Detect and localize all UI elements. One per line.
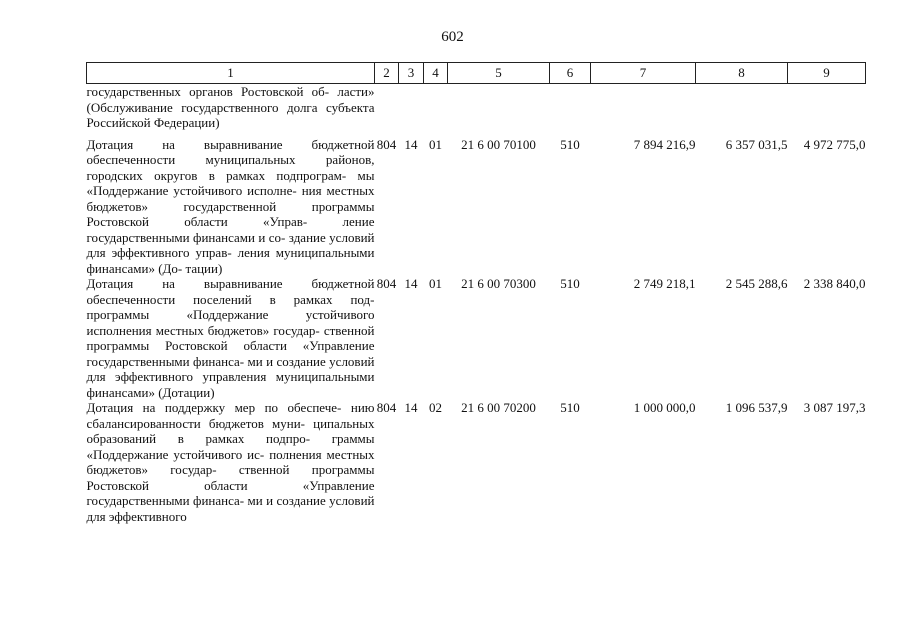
amount-year-2: 6 357 031,5 xyxy=(725,136,788,152)
target-article-code: 21 6 00 70100 xyxy=(461,136,536,152)
admin-code: 804 xyxy=(376,400,397,415)
header-col-2: 2 xyxy=(375,63,399,84)
row-description xyxy=(87,137,375,277)
section-code: 14 xyxy=(404,276,418,291)
subsection-code: 02 xyxy=(429,400,442,415)
description-line: обеспеченности поселений в рамках под- xyxy=(86,291,375,307)
amount-year-3: 4 972 775,0 xyxy=(803,136,866,152)
description-line: долга субъекта Российской Федерации) xyxy=(86,99,375,130)
description-line: городских округов в рамках подпрограм- xyxy=(86,167,347,183)
description-line: программы «Поддержание устойчивого xyxy=(86,307,375,322)
description-line: управления муниципальными финансами» xyxy=(86,369,375,400)
subsection-code: 01 xyxy=(429,276,442,291)
header-col-3: 3 xyxy=(399,63,424,84)
table-row xyxy=(87,276,866,400)
description-line: ми и создание условий для эффективного xyxy=(86,353,375,384)
description-line: «Управление государственными финанса- xyxy=(86,338,375,369)
description-line: Дотация на поддержку мер по обеспече- xyxy=(86,400,342,415)
table-body xyxy=(87,84,866,525)
amount-year-1 xyxy=(591,84,696,137)
expense-type-code: 510 xyxy=(560,136,580,152)
admin-code xyxy=(375,84,399,137)
amount-year-2: 2 545 288,6 xyxy=(725,276,788,291)
budget-table xyxy=(86,62,866,524)
description-line: мы «Поддержание устойчивого исполне- xyxy=(86,167,375,198)
description-line: (Дотации) xyxy=(158,384,215,400)
section-code xyxy=(399,84,424,137)
header-col-8: 8 xyxy=(696,63,788,84)
description-line: тации) xyxy=(185,260,223,276)
amount-year-1: 2 749 218,1 xyxy=(633,276,696,291)
description-line: ственной программы Ростовской области xyxy=(86,462,375,493)
description-line: исполнения местных бюджетов» государ- xyxy=(86,322,320,338)
target-article-code: 21 6 00 70300 xyxy=(461,276,536,291)
description-line: ми и создание условий для эффективного xyxy=(86,493,375,524)
expense-type-code: 510 xyxy=(560,276,580,291)
description-line: обеспеченности муниципальных районов, xyxy=(86,152,375,167)
description-line: Дотация на выравнивание бюджетной xyxy=(86,136,375,152)
description-line: программы Ростовской области «Управ- xyxy=(86,198,375,229)
description-line: ния местных бюджетов» государственной xyxy=(86,183,375,214)
description-line: ципальных образований в рамках подпро- xyxy=(86,415,375,446)
description-line: граммы «Поддержание устойчивого ис- xyxy=(86,431,375,462)
target-article-code: 21 6 00 70200 xyxy=(461,400,536,415)
amount-year-2 xyxy=(696,84,788,137)
description-line: здание условий для эффективного управ- xyxy=(86,229,375,260)
amount-year-1: 7 894 216,9 xyxy=(633,136,696,152)
subsection-code xyxy=(424,84,448,137)
header-col-5: 5 xyxy=(448,63,550,84)
amount-year-2: 1 096 537,9 xyxy=(725,400,788,415)
header-col-9: 9 xyxy=(788,63,866,84)
header-col-1: 1 xyxy=(87,63,375,84)
admin-code: 804 xyxy=(376,136,397,152)
description-line: ственной программы Ростовской области xyxy=(86,322,375,353)
amount-year-3 xyxy=(788,84,866,137)
header-col-6: 6 xyxy=(550,63,591,84)
description-line: ление государственными финансами и со- xyxy=(86,214,375,245)
page-number: 602 xyxy=(441,29,464,45)
row-description xyxy=(87,84,375,137)
description-line: ласти» (Обслуживание государственного xyxy=(86,84,375,115)
table-row xyxy=(87,137,866,277)
header-row xyxy=(87,63,866,84)
expense-type-code: 510 xyxy=(560,400,580,415)
subsection-code: 01 xyxy=(429,136,442,152)
table-row xyxy=(87,84,866,137)
description-line: государственных органов Ростовской об- xyxy=(86,84,330,99)
header-col-7: 7 xyxy=(591,63,696,84)
description-line: ления муниципальными финансами» (До- xyxy=(86,245,375,276)
amount-year-3: 3 087 197,3 xyxy=(803,400,866,415)
admin-code: 804 xyxy=(376,276,397,291)
description-line: «Управление государственными финанса- xyxy=(86,477,375,508)
section-code: 14 xyxy=(404,400,418,415)
description-line: Дотация на выравнивание бюджетной xyxy=(86,276,375,291)
amount-year-3: 2 338 840,0 xyxy=(803,276,866,291)
amount-year-1: 1 000 000,0 xyxy=(633,400,696,415)
row-description xyxy=(87,276,375,400)
description-line: нию сбалансированности бюджетов муни- xyxy=(86,400,375,431)
expense-type-code xyxy=(550,84,591,137)
table-row xyxy=(87,400,866,524)
description-line: полнения местных бюджетов» государ- xyxy=(86,446,375,477)
header-col-4: 4 xyxy=(424,63,448,84)
row-description xyxy=(87,400,375,524)
target-article-code xyxy=(448,84,550,137)
section-code: 14 xyxy=(404,136,418,152)
